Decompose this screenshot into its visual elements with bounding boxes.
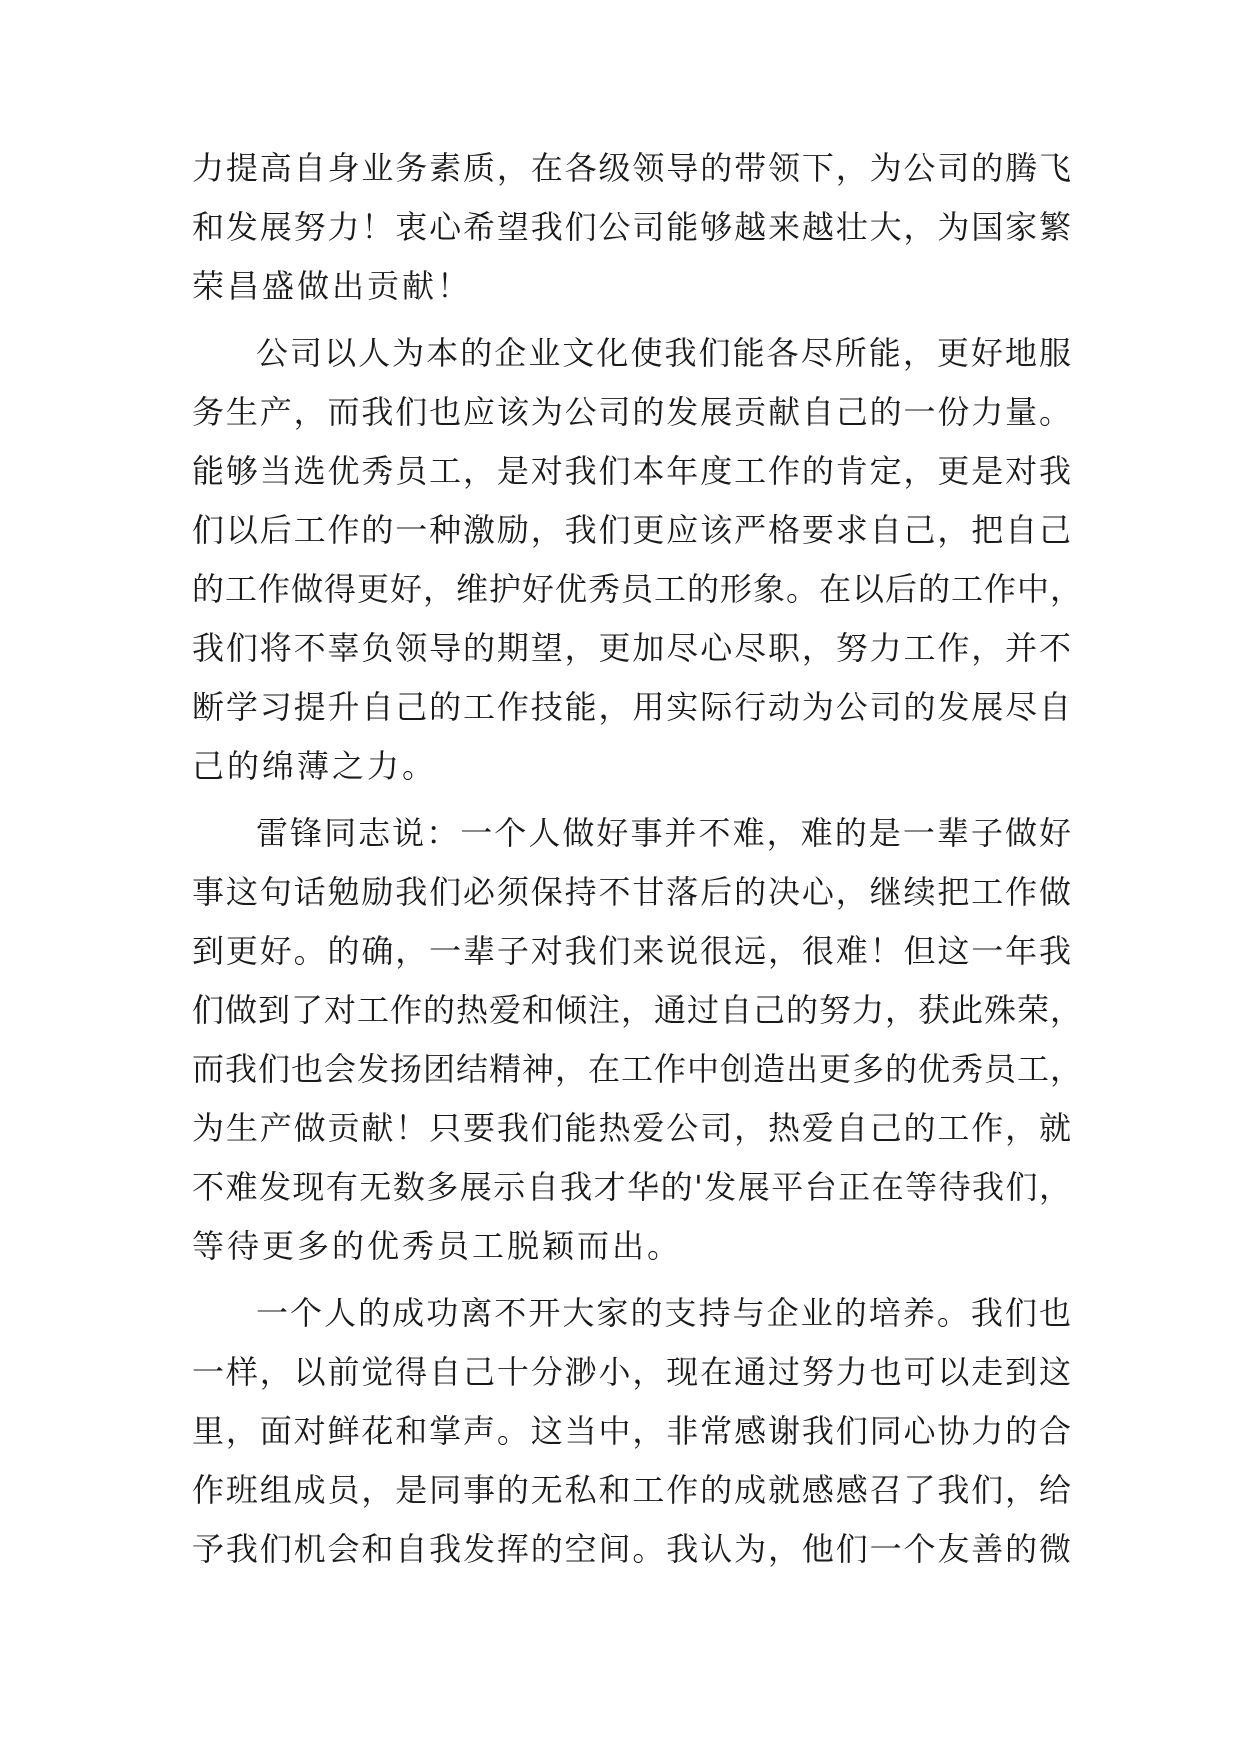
text-line: 作班组成员，是同事的无私和工作的成就感感召了我们，给 <box>192 1471 1072 1509</box>
text-line: 力提高自身业务素质，在各级领导的带领下，为公司的腾飞 <box>192 149 1072 187</box>
text-line: 为生产做贡献！只要我们能热爱公司，热爱自己的工作，就 <box>192 1109 1072 1147</box>
text-line: 等待更多的优秀员工脱颖而出。 <box>192 1227 683 1265</box>
text-line: 能够当选优秀员工，是对我们本年度工作的肯定，更是对我 <box>192 452 1072 490</box>
paragraph-first-line: 雷锋同志说：一个人做好事并不难，难的是一辈子做好 <box>256 814 1072 852</box>
text-line: 和发展努力！衷心希望我们公司能够越来越壮大，为国家繁 <box>192 208 1072 246</box>
text-line: 荣昌盛做出贡献！ <box>192 267 473 305</box>
text-line: 己的绵薄之力。 <box>192 747 438 785</box>
text-line: 到更好。的确，一辈子对我们来说很远，很难！但这一年我 <box>192 932 1072 970</box>
paragraph-first-line: 公司以人为本的企业文化使我们能各尽所能，更好地服 <box>256 334 1072 372</box>
text-line: 我们将不辜负领导的期望，更加尽心尽职，努力工作，并不 <box>192 629 1072 667</box>
text-line: 的工作做得更好，维护好优秀员工的形象。在以后的工作中， <box>192 570 1084 608</box>
text-line: 而我们也会发扬团结精神，在工作中创造出更多的优秀员工， <box>192 1050 1084 1088</box>
text-line: 不难发现有无数多展示自我才华的'发展平台正在等待我们， <box>192 1168 1072 1206</box>
text-line: 事这句话勉励我们必须保持不甘落后的决心，继续把工作做 <box>192 873 1072 911</box>
text-line: 一样，以前觉得自己十分渺小，现在通过努力也可以走到这 <box>192 1353 1072 1391</box>
text-line: 里，面对鲜花和掌声。这当中，非常感谢我们同心协力的合 <box>192 1412 1072 1450</box>
text-line: 们做到了对工作的热爱和倾注，通过自己的努力，获此殊荣， <box>192 991 1084 1029</box>
text-line: 务生产，而我们也应该为公司的发展贡献自己的一份力量。 <box>192 393 1072 431</box>
text-line: 予我们机会和自我发挥的空间。我认为，他们一个友善的微 <box>192 1530 1072 1568</box>
paragraph-first-line: 一个人的成功离不开大家的支持与企业的培养。我们也 <box>256 1294 1072 1332</box>
text-line: 们以后工作的一种激励，我们更应该严格要求自己，把自己 <box>192 511 1072 549</box>
text-line: 断学习提升自己的工作技能，用实际行动为公司的发展尽自 <box>192 688 1072 726</box>
